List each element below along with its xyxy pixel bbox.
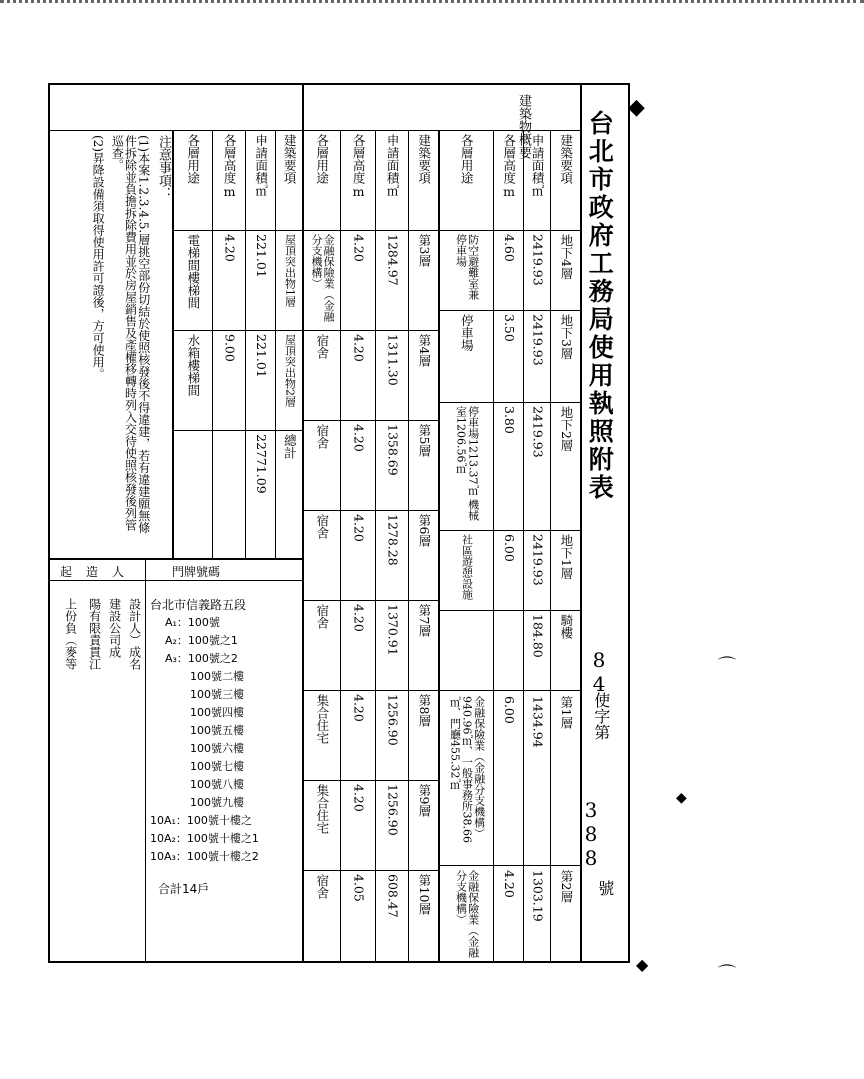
row-header-use: 各層用途: [314, 134, 330, 184]
floor-use: 電梯間樓梯間: [185, 234, 201, 309]
floor-height: 4.20: [351, 604, 367, 632]
floor-use: 集合住宅: [314, 784, 330, 834]
builder-col: 上份負（麥等: [63, 598, 78, 670]
col-line: [408, 130, 409, 963]
floor-name-total: 總計: [282, 434, 298, 459]
permit-suffix: 號: [595, 880, 615, 896]
row-line: [302, 510, 438, 511]
floor-height: 4.20: [501, 870, 517, 898]
row-header-height: 各層高度m: [222, 134, 238, 199]
address-line: 10A₃：100號十樓之2: [150, 850, 259, 863]
page-title: 台北市政府工務局使用執照附表: [585, 110, 615, 502]
row-header-height: 各層高度m: [501, 134, 517, 199]
permit-number: 388: [579, 798, 603, 870]
row-line: [302, 600, 438, 601]
row-line: [438, 402, 580, 403]
row-line: [302, 780, 438, 781]
row-line: [172, 230, 302, 231]
floor-height: 4.20: [351, 784, 367, 812]
floor-use: 宿舍: [314, 424, 330, 449]
floor-area: 1256.90: [385, 784, 401, 836]
scan-mark-icon: ◆: [636, 955, 649, 974]
row-line: [172, 430, 302, 431]
scan-artifact-dots: [0, 0, 864, 10]
scan-mark-icon: ⌒: [718, 656, 736, 677]
address-line: A₂：100號之1: [165, 634, 238, 647]
row-header-use: 各層用途: [459, 134, 475, 184]
title-column-border: [580, 83, 582, 963]
address-line: 100號六樓: [190, 742, 244, 755]
scan-mark-icon: ◆: [628, 95, 645, 120]
floor-use: 金融保險業（金融分支機構）: [310, 234, 336, 322]
floor-use: 停車場1213.37㎡ 機械室1206.56㎡: [454, 406, 480, 521]
builder-col: 陽有限責貫江: [87, 598, 102, 670]
permit-year: 84: [587, 648, 611, 696]
floor-name: 第1層: [558, 696, 574, 729]
floor-area: 2419.93: [530, 406, 546, 458]
floor-name: 第6層: [416, 514, 432, 547]
row-header-area: 申請面積㎡: [385, 134, 401, 197]
floor-height: 3.50: [501, 314, 517, 342]
address-street: 台北市信義路五段: [150, 598, 247, 612]
row-header-area: 申請面積㎡: [530, 134, 546, 197]
col-line: [550, 130, 551, 963]
scan-mark-icon: ⌒: [718, 964, 736, 985]
notes-item-1: (1)本案1.2.3.4.5.層挑空部份切結於使照核發後不得違建，若有違建願無條件拆除並負擔拆除費用並於房屋銷售及產權移轉時列入交待使照核發後列管巡查。: [110, 135, 151, 534]
notes-item-2: (2)昇降設備須取得使用許可證後，方可使用。: [91, 135, 106, 380]
floor-area: 2419.93: [530, 234, 546, 286]
row-line: [438, 230, 580, 231]
floor-height: 4.20: [351, 234, 367, 262]
row-line: [438, 530, 580, 531]
col-line: [340, 130, 341, 963]
floor-use: 停車場: [459, 314, 475, 352]
col-line: [145, 558, 146, 963]
address-line: 100號九樓: [190, 796, 244, 809]
address-line: 100號七樓: [190, 760, 244, 773]
floor-area: 184.80: [530, 614, 546, 658]
floor-area: 608.47: [385, 874, 401, 918]
floor-use: 宿舍: [314, 334, 330, 359]
floor-area: 2419.93: [530, 534, 546, 586]
floor-height: 6.00: [501, 696, 517, 724]
floor-use: 防空避難室兼停車場: [454, 234, 480, 300]
floor-use: 社區遊憩設施: [460, 534, 474, 600]
floor-name: 屋頂突出物2層: [283, 334, 297, 407]
col-line: [245, 130, 246, 558]
builder-header: 起造人: [60, 565, 139, 579]
row-line: [438, 690, 580, 691]
floor-height: 3.80: [501, 406, 517, 434]
address-line: 100號三樓: [190, 688, 244, 701]
builder-col: 建設公司成: [107, 598, 122, 658]
row-line: [438, 865, 580, 866]
row-header-item: 建築要項: [282, 134, 298, 184]
row-line: [172, 330, 302, 331]
floor-use: 水箱樓梯間: [185, 334, 201, 397]
scan-mark-icon: ◆: [676, 790, 687, 806]
row-header-item: 建築要項: [416, 134, 432, 184]
floor-name: 地下1層: [558, 534, 574, 580]
floor-name: 第4層: [416, 334, 432, 367]
floor-height: 6.00: [501, 534, 517, 562]
col-line: [212, 130, 213, 558]
row-header-area: 申請面積㎡: [253, 134, 269, 197]
address-line: 100號五樓: [190, 724, 244, 737]
floor-area: 2419.93: [530, 314, 546, 366]
col-line: [493, 130, 494, 963]
address-total: 合計14戶: [158, 882, 210, 896]
col-line: [523, 130, 524, 963]
row-line: [302, 870, 438, 871]
address-line: 100號四樓: [190, 706, 244, 719]
floor-area: 1303.19: [530, 870, 546, 922]
floor-name: 第5層: [416, 424, 432, 457]
address-line: A₁：100號: [165, 616, 220, 629]
address-line: 100號二樓: [190, 670, 244, 683]
address-header: 門牌號碼: [172, 565, 221, 579]
row-line: [438, 610, 580, 611]
notes-block: [60, 135, 170, 545]
floor-name: 屋頂突出物1層: [283, 234, 297, 307]
floor-name: 第9層: [416, 784, 432, 817]
address-line: 10A₁：100號十樓之: [150, 814, 252, 827]
row-line: [302, 420, 438, 421]
address-line: 10A₂：100號十樓之1: [150, 832, 259, 845]
row-line: [302, 230, 438, 231]
section-label: 建築物概要: [516, 94, 531, 159]
floor-area: 1284.97: [385, 234, 401, 286]
floor-name: 騎樓: [558, 614, 574, 639]
row-line: [48, 580, 302, 581]
floor-height: 4.20: [351, 694, 367, 722]
floor-area: 1256.90: [385, 694, 401, 746]
floor-area: 1311.30: [385, 334, 401, 386]
floor-height: 4.60: [501, 234, 517, 262]
floor-name: 第10層: [416, 874, 432, 915]
floor-area: 221.01: [253, 334, 269, 378]
floor-area: 221.01: [253, 234, 269, 278]
row-line: [302, 690, 438, 691]
row-line: [302, 330, 438, 331]
header-rule: [302, 130, 580, 131]
floor-use: 宿舍: [314, 604, 330, 629]
section-rule: [48, 558, 302, 560]
floor-use: 金融保險業（金融分支機構）940.96㎡、一般事務所38.66㎡、門廳455.32㎡: [448, 696, 486, 843]
header-rule-left: [48, 130, 302, 131]
floor-use: 宿舍: [314, 514, 330, 539]
col-line: [275, 130, 276, 558]
floor-name: 地下2層: [558, 406, 574, 452]
floor-area: 1370.91: [385, 604, 401, 656]
floor-height: 4.20: [351, 424, 367, 452]
row-line: [438, 310, 580, 311]
col-line: [375, 130, 376, 963]
builder-col: 設計人）成名: [127, 598, 142, 670]
notes-heading: 注意事項：: [156, 135, 171, 200]
floor-use: 集合住宅: [314, 694, 330, 744]
permit-word: 使字第: [591, 692, 611, 740]
address-line: A₃：100號之2: [165, 652, 238, 665]
floor-area: 1434.94: [530, 696, 546, 748]
floor-height: 4.20: [222, 234, 238, 262]
row-header-item: 建築要項: [558, 134, 574, 184]
floor-name: 地下3層: [558, 314, 574, 360]
row-header-use: 各層用途: [185, 134, 201, 184]
floor-use: 宿舍: [314, 874, 330, 899]
floor-area: 1358.69: [385, 424, 401, 476]
row-header-height: 各層高度m: [351, 134, 367, 199]
floor-height: 4.20: [351, 334, 367, 362]
floor-use: 金融保險業（金融分支機構）: [454, 870, 480, 958]
floor-name: 第7層: [416, 604, 432, 637]
floor-name: 第8層: [416, 694, 432, 727]
floor-height: 4.05: [351, 874, 367, 902]
floor-area: 1278.28: [385, 514, 401, 566]
floor-height: 9.00: [222, 334, 238, 362]
floor-name: 第3層: [416, 234, 432, 267]
floor-area-total: 22771.09: [253, 434, 269, 494]
address-line: 100號八樓: [190, 778, 244, 791]
floor-height: 4.20: [351, 514, 367, 542]
floor-name: 第2層: [558, 870, 574, 903]
floor-name: 地下4層: [558, 234, 574, 280]
